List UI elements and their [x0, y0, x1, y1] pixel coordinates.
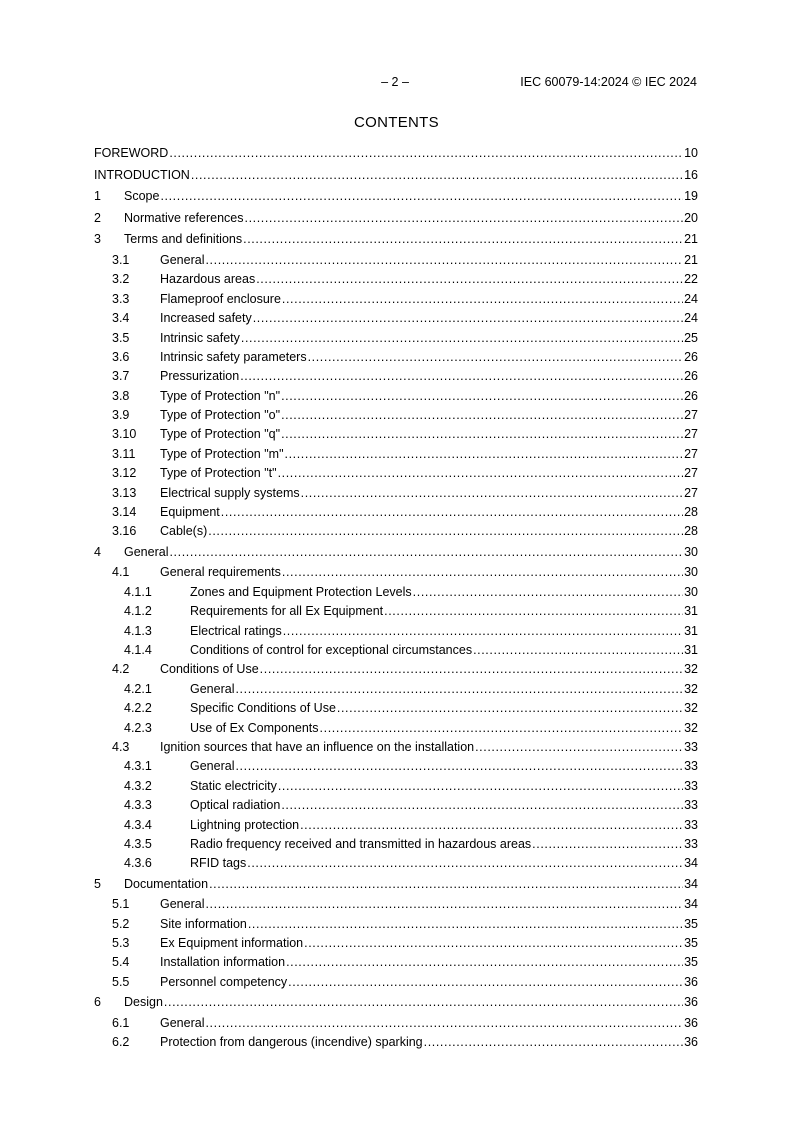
- dot-leader: [283, 622, 683, 641]
- toc-entry[interactable]: [94, 699, 698, 718]
- toc-entry-number: 5.3: [112, 936, 130, 951]
- dot-leader: [235, 757, 683, 776]
- toc-entry-label: Ex Equipment information: [160, 936, 304, 951]
- toc-entry-page: 34: [684, 856, 698, 871]
- dot-leader: [243, 229, 683, 251]
- toc-entry-number: 5.4: [112, 955, 130, 970]
- dot-leader: [304, 934, 683, 953]
- toc-entry-page: 27: [684, 408, 698, 423]
- dot-leader: [285, 445, 684, 464]
- dot-leader: [164, 992, 683, 1014]
- toc-entry[interactable]: [94, 270, 698, 289]
- dot-leader: [281, 387, 683, 406]
- toc-entry-label: Design: [124, 995, 163, 1010]
- toc-entry-label: Increased safety: [160, 311, 252, 326]
- dot-leader: [473, 641, 683, 660]
- toc-entry[interactable]: [94, 854, 698, 873]
- toc-entry-label: Installation information: [160, 955, 286, 970]
- dot-leader: [253, 309, 683, 328]
- toc-entry-page: 21: [684, 232, 698, 247]
- toc-entry[interactable]: [94, 738, 698, 757]
- toc-entry-number: 3.12: [112, 466, 137, 481]
- toc-entry-page: 31: [684, 604, 698, 619]
- toc-entry-label: Conditions of control for exceptional circumstances: [190, 642, 473, 657]
- dot-leader: [160, 186, 683, 208]
- toc-entry[interactable]: [94, 367, 698, 386]
- toc-entry-label: INTRODUCTION: [94, 167, 190, 182]
- toc-entry-page: 28: [684, 505, 698, 520]
- toc-entry-page: 32: [684, 662, 698, 677]
- toc-entry[interactable]: [94, 229, 698, 251]
- toc-entry-label: General: [160, 252, 205, 267]
- dot-leader: [384, 602, 683, 621]
- toc-entry-label: Intrinsic safety parameters: [160, 349, 307, 364]
- toc-entry[interactable]: [94, 934, 698, 953]
- toc-entry-number: 4: [94, 544, 101, 559]
- toc-entry-number: 5: [94, 876, 101, 891]
- toc-entry-page: 33: [684, 836, 698, 851]
- document-reference: IEC 60079-14:2024 © IEC 2024: [520, 75, 697, 89]
- toc-entry-number: 3.10: [112, 427, 137, 442]
- toc-entry[interactable]: [94, 563, 698, 582]
- toc-entry-number: 3.9: [112, 408, 130, 423]
- toc-entry-number: 3.14: [112, 505, 137, 520]
- toc-entry-page: 28: [684, 524, 698, 539]
- dot-leader: [300, 816, 683, 835]
- toc-entry-number: 3.8: [112, 388, 130, 403]
- toc-entry-number: 3.7: [112, 369, 130, 384]
- toc-entry-number: 2: [94, 210, 101, 225]
- dot-leader: [245, 208, 684, 230]
- dot-leader: [169, 143, 683, 165]
- toc-entry-label: Equipment: [160, 505, 220, 520]
- toc-entry-label: Type of Protection "q": [160, 427, 281, 442]
- toc-entry-number: 5.1: [112, 897, 130, 912]
- toc-entry[interactable]: [94, 464, 698, 483]
- toc-entry-number: 4.2.3: [124, 720, 152, 735]
- toc-entry-number: 5.5: [112, 974, 130, 989]
- toc-entry-page: 35: [684, 916, 698, 931]
- toc-entry-number: 4.2.2: [124, 701, 152, 716]
- toc-entry-number: 4.1.4: [124, 642, 152, 657]
- toc-entry[interactable]: [94, 309, 698, 328]
- dot-leader: [205, 1014, 683, 1033]
- toc-entry-page: 34: [684, 897, 698, 912]
- toc-entry-number: 3.5: [112, 330, 130, 345]
- dot-leader: [248, 915, 683, 934]
- dot-leader: [235, 680, 683, 699]
- toc-entry-page: 36: [684, 974, 698, 989]
- toc-entry-number: 5.2: [112, 916, 130, 931]
- toc-entry-number: 4.3.5: [124, 836, 152, 851]
- dot-leader: [205, 251, 683, 270]
- toc-entry-number: 4.1: [112, 565, 130, 580]
- toc-entry-number: 4.1.2: [124, 604, 152, 619]
- toc-entry[interactable]: [94, 757, 698, 776]
- toc-entry-number: 1: [94, 189, 101, 204]
- dot-leader: [205, 895, 683, 914]
- dot-leader: [281, 425, 683, 444]
- toc-entry-page: 20: [684, 210, 698, 225]
- toc-entry-label: Flameproof enclosure: [160, 291, 281, 306]
- toc-entry[interactable]: [94, 641, 698, 660]
- toc-entry-label: Lightning protection: [190, 817, 300, 832]
- toc-entry[interactable]: [94, 406, 698, 425]
- dot-leader: [208, 522, 683, 541]
- dot-leader: [278, 777, 683, 796]
- toc-entry-label: Ignition sources that have an influence on the installation: [160, 739, 475, 754]
- toc-entry-page: 26: [684, 388, 698, 403]
- toc-entry-page: 25: [684, 330, 698, 345]
- toc-entry-number: 3.16: [112, 524, 137, 539]
- toc-entry[interactable]: [94, 290, 698, 309]
- toc-entry[interactable]: [94, 992, 698, 1014]
- toc-entry[interactable]: [94, 660, 698, 679]
- toc-entry-label: Conditions of Use: [160, 662, 259, 677]
- dot-leader: [282, 290, 683, 309]
- toc-entry-number: 3: [94, 232, 101, 247]
- toc-entry[interactable]: [94, 953, 698, 972]
- toc-entry[interactable]: [94, 1014, 698, 1033]
- toc-entry-label: Electrical supply systems: [160, 485, 300, 500]
- toc-entry-number: 3.13: [112, 485, 137, 500]
- toc-entry-number: 4.1.1: [124, 584, 152, 599]
- toc-entry-number: 3.3: [112, 291, 130, 306]
- toc-entry[interactable]: [94, 680, 698, 699]
- toc-entry-label: General: [190, 681, 235, 696]
- dot-leader: [278, 464, 684, 483]
- toc-entry-label: Pressurization: [160, 369, 240, 384]
- toc-entry-number: 3.11: [112, 446, 136, 461]
- toc-entry[interactable]: [94, 777, 698, 796]
- toc-entry-page: 32: [684, 720, 698, 735]
- toc-entry-number: 4.3.1: [124, 759, 152, 774]
- toc-entry-number: 6.1: [112, 1015, 130, 1030]
- toc-entry-number: 4.1.3: [124, 623, 152, 638]
- toc-entry-label: Site information: [160, 916, 247, 931]
- toc-entry[interactable]: [94, 348, 698, 367]
- toc-entry[interactable]: [94, 622, 698, 641]
- toc-entry-label: Specific Conditions of Use: [190, 701, 336, 716]
- toc-entry-page: 19: [684, 189, 698, 204]
- toc-entry[interactable]: [94, 915, 698, 934]
- toc-entry-number: 4.3.3: [124, 798, 152, 813]
- toc-entry[interactable]: [94, 186, 698, 208]
- dot-leader: [191, 165, 683, 187]
- dot-leader: [320, 719, 684, 738]
- toc-entry-page: 33: [684, 798, 698, 813]
- toc-entry[interactable]: [94, 816, 698, 835]
- toc-entry-number: 6: [94, 995, 101, 1010]
- dot-leader: [282, 563, 683, 582]
- toc-entry-page: 30: [684, 544, 698, 559]
- toc-entry-label: Static electricity: [190, 778, 277, 793]
- dot-leader: [221, 503, 683, 522]
- table-of-contents: [94, 143, 698, 1053]
- toc-entry-label: Terms and definitions: [124, 232, 243, 247]
- toc-entry-page: 10: [684, 146, 698, 160]
- toc-entry[interactable]: [94, 895, 698, 914]
- toc-entry-page: 16: [684, 167, 698, 182]
- toc-entry[interactable]: [94, 484, 698, 503]
- toc-entry-label: General: [190, 759, 235, 774]
- toc-entry-label: RFID tags: [190, 856, 247, 871]
- toc-entry-page: 26: [684, 369, 698, 384]
- toc-entry-page: 27: [684, 446, 698, 461]
- toc-entry-number: 6.2: [112, 1035, 130, 1050]
- toc-entry[interactable]: [94, 503, 698, 522]
- toc-entry-page: 31: [684, 623, 698, 638]
- toc-entry-page: 35: [684, 936, 698, 951]
- toc-entry-label: Electrical ratings: [190, 623, 282, 638]
- toc-entry-label: General: [160, 897, 205, 912]
- dot-leader: [413, 583, 683, 602]
- toc-entry[interactable]: [94, 796, 698, 815]
- toc-entry[interactable]: [94, 973, 698, 992]
- toc-entry-label: General requirements: [160, 565, 281, 580]
- toc-entry[interactable]: [94, 1033, 698, 1052]
- toc-entry-page: 33: [684, 739, 698, 754]
- toc-entry-number: 4.3: [112, 739, 130, 754]
- toc-entry-page: 33: [684, 759, 698, 774]
- toc-entry-number: 4.3.4: [124, 817, 152, 832]
- toc-entry[interactable]: [94, 329, 698, 348]
- toc-entry[interactable]: [94, 874, 698, 896]
- dot-leader: [241, 329, 683, 348]
- toc-entry-page: 27: [684, 466, 698, 481]
- toc-entry-label: Type of Protection "t": [160, 466, 277, 481]
- toc-entry[interactable]: [94, 445, 698, 464]
- toc-entry-label: Intrinsic safety: [160, 330, 240, 345]
- toc-entry-label: Type of Protection "m": [160, 446, 284, 461]
- toc-entry-page: 30: [684, 584, 698, 599]
- toc-entry-label: Normative references: [124, 210, 244, 225]
- toc-entry[interactable]: [94, 208, 698, 230]
- dot-leader: [286, 953, 683, 972]
- toc-entry-page: 21: [684, 252, 698, 267]
- toc-entry[interactable]: [94, 522, 698, 541]
- toc-entry-label: Scope: [124, 189, 160, 204]
- toc-entry-page: 24: [684, 291, 698, 306]
- dot-leader: [475, 738, 683, 757]
- toc-entry-page: 32: [684, 701, 698, 716]
- toc-entry-label: Hazardous areas: [160, 272, 256, 287]
- toc-entry-label: Use of Ex Components: [190, 720, 319, 735]
- toc-entry-label: Cable(s): [160, 524, 208, 539]
- page-title: CONTENTS: [354, 114, 439, 131]
- toc-entry-label: Requirements for all Ex Equipment: [190, 604, 384, 619]
- toc-entry-label: Type of Protection "o": [160, 408, 281, 423]
- dot-leader: [247, 854, 683, 873]
- toc-entry-number: 3.2: [112, 272, 130, 287]
- dot-leader: [288, 973, 683, 992]
- dot-leader: [240, 367, 683, 386]
- toc-entry-number: 4.3.2: [124, 778, 152, 793]
- toc-entry-page: 36: [684, 995, 698, 1010]
- toc-entry-number: 3.1: [112, 252, 130, 267]
- toc-entry[interactable]: [94, 251, 698, 270]
- toc-entry-page: 33: [684, 778, 698, 793]
- toc-entry-number: 3.4: [112, 311, 130, 326]
- toc-entry-page: 30: [684, 565, 698, 580]
- toc-entry-page: 27: [684, 427, 698, 442]
- toc-entry-page: 36: [684, 1015, 698, 1030]
- toc-entry[interactable]: [94, 602, 698, 621]
- dot-leader: [209, 874, 683, 896]
- dot-leader: [281, 406, 683, 425]
- toc-entry-number: 3.6: [112, 349, 130, 364]
- toc-entry-number: 4.3.6: [124, 856, 152, 871]
- toc-entry-label: Personnel competency: [160, 974, 288, 989]
- toc-entry-label: Protection from dangerous (incendive) sparking: [160, 1035, 423, 1050]
- page-number: – 2 –: [381, 75, 409, 89]
- toc-entry[interactable]: [94, 583, 698, 602]
- toc-entry-number: 4.2: [112, 662, 130, 677]
- toc-entry[interactable]: [94, 425, 698, 444]
- toc-entry-label: Optical radiation: [190, 798, 281, 813]
- dot-leader: [337, 699, 683, 718]
- toc-entry[interactable]: [94, 542, 698, 564]
- dot-leader: [308, 348, 684, 367]
- toc-entry-page: 35: [684, 955, 698, 970]
- toc-entry-page: 24: [684, 311, 698, 326]
- toc-entry-page: 26: [684, 349, 698, 364]
- toc-entry-label: General: [124, 544, 169, 559]
- dot-leader: [260, 660, 683, 679]
- toc-entry-page: 31: [684, 642, 698, 657]
- toc-entry[interactable]: [94, 165, 698, 187]
- dot-leader: [532, 835, 683, 854]
- toc-entry-page: 36: [684, 1035, 698, 1050]
- toc-entry-page: 27: [684, 485, 698, 500]
- toc-entry-label: Documentation: [124, 876, 209, 891]
- toc-entry[interactable]: [94, 835, 698, 854]
- dot-leader: [169, 542, 683, 564]
- toc-entry-page: 32: [684, 681, 698, 696]
- dot-leader: [301, 484, 683, 503]
- toc-entry-page: 22: [684, 272, 698, 287]
- toc-entry[interactable]: [94, 143, 698, 165]
- toc-entry-label: Type of Protection "n": [160, 388, 281, 403]
- toc-entry-label: Radio frequency received and transmitted in hazardous areas: [190, 836, 532, 851]
- toc-entry-page: 34: [684, 876, 698, 891]
- toc-entry-number: 4.2.1: [124, 681, 152, 696]
- dot-leader: [281, 796, 683, 815]
- toc-entry-label: FOREWORD: [94, 146, 169, 160]
- toc-entry[interactable]: [94, 387, 698, 406]
- toc-entry-label: General: [160, 1015, 205, 1030]
- toc-entry-page: 33: [684, 817, 698, 832]
- toc-entry[interactable]: [94, 719, 698, 738]
- dot-leader: [256, 270, 683, 289]
- dot-leader: [424, 1033, 683, 1052]
- toc-entry-label: Zones and Equipment Protection Levels: [190, 584, 412, 599]
